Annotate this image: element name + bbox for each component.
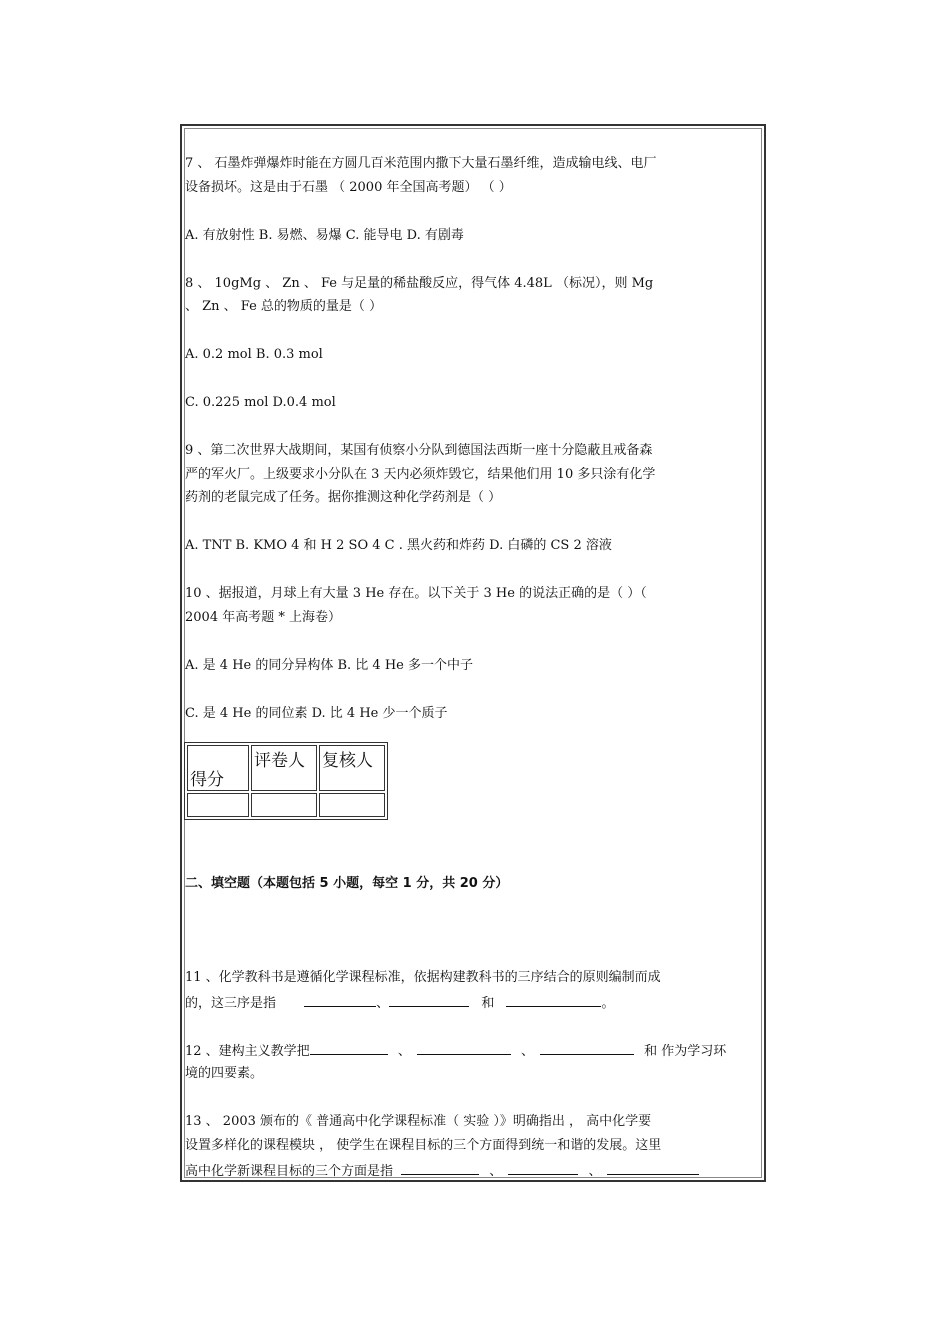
q11-blank-2[interactable] [389, 994, 469, 1007]
q13-blank-1[interactable] [401, 1162, 479, 1175]
q7-line2: 设备损坏。这是由于石墨 （ 2000 年全国高考题） （ ） [185, 180, 512, 195]
q11-sep2: 和 [481, 996, 495, 1011]
q11-line1: 11 、化学教科书是遵循化学课程标准，依据构建教科书的三序结合的原则编制而成 [185, 970, 661, 985]
q13-sep2: 、 [588, 1164, 602, 1179]
q9-line2: 严的军火厂。上级要求小分队在 3 天内必须炸毁它，结果他们用 10 多只涂有化学 [185, 467, 656, 482]
q11-line2 [185, 994, 614, 1012]
q8-line1: 8 、 10gMg 、 Zn 、 Fe 与足量的稀盐酸反应，得气体 4.48L （标况），则 Mg [185, 276, 654, 291]
q13-blank-2[interactable] [508, 1162, 578, 1175]
grader-cell[interactable] [251, 793, 317, 817]
reviewer-header: 复核人 [319, 745, 385, 791]
q9-line3: 药剂的老鼠完成了任务。据你推测这种化学药剂是（ ） [185, 490, 502, 505]
q10-line2: 2004 年高考题 * 上海卷） [185, 610, 341, 625]
q12-text-b: 和 作为学习环 [644, 1044, 727, 1059]
q8-options-1: A. 0.2 mol B. 0.3 mol [185, 347, 323, 362]
score-table [184, 742, 388, 820]
q10-options-2: C. 是 4 He 的同位素 D. 比 4 He 少一个质子 [185, 706, 448, 721]
q10-options-1: A. 是 4 He 的同分异构体 B. 比 4 He 多一个中子 [185, 658, 473, 673]
q12-blank-1[interactable] [310, 1042, 388, 1055]
q9-options: A. TNT B. KMO 4 和 H 2 SO 4 C . 黑火药和炸药 D. 白磷的 CS 2 溶液 [185, 538, 612, 553]
q13-line1: 13 、 2003 颁布的《 普通高中化学课程标准（ 实验 ）》明确指出 ， 高中化学要 [185, 1114, 652, 1129]
q8-line2: 、 Zn 、 Fe 总的物质的量是（ ） [185, 299, 383, 314]
q11-sep1: 、 [376, 996, 390, 1011]
q13-text: 高中化学新课程目标的三个方面是指 [185, 1164, 394, 1179]
q13-line3 [185, 1162, 699, 1180]
q12-blank-3[interactable] [540, 1042, 634, 1055]
q12-line2: 境的四要素。 [185, 1066, 264, 1081]
reviewer-cell[interactable] [319, 793, 385, 817]
score-cell[interactable] [187, 793, 249, 817]
q9-line1: 9 、第二次世界大战期间，某国有侦察小分队到德国法西斯一座十分隐蔽且戒备森 [185, 443, 653, 458]
q13-blank-3[interactable] [607, 1162, 699, 1175]
q7-options: A. 有放射性 B. 易燃、易爆 C. 能导电 D. 有剧毒 [185, 228, 464, 243]
q11-blank-3[interactable] [506, 994, 601, 1007]
q12-sep1: 、 [397, 1044, 411, 1059]
section-heading: 二、填空题（本题包括 5 小题，每空 1 分，共 20 分） [185, 876, 509, 891]
q13-line2: 设置多样化的课程模块 ， 使学生在课程目标的三个方面得到统一和谐的发展。这里 [185, 1138, 662, 1153]
q12-line1 [185, 1042, 726, 1060]
q13-sep1: 、 [489, 1164, 503, 1179]
q10-line1: 10 、据报道，月球上有大量 3 He 存在。以下关于 3 He 的说法正确的是（ ）（ [185, 586, 647, 601]
q12-text-a: 12 、建构主义教学把 [185, 1044, 310, 1059]
q7-line1: 7 、 石墨炸弹爆炸时能在方圆几百米范围内撒下大量石墨纤维，造成输电线、电厂 [185, 156, 657, 171]
q12-blank-2[interactable] [417, 1042, 511, 1055]
q12-sep2: 、 [520, 1044, 534, 1059]
q11-end: 。 [601, 996, 615, 1011]
q11-blank-1[interactable] [304, 994, 376, 1007]
score-header: 得分 [187, 745, 249, 791]
q11-text: 的，这三序是指 [185, 996, 277, 1011]
grader-header: 评卷人 [251, 745, 317, 791]
q8-options-2: C. 0.225 mol D.0.4 mol [185, 395, 336, 410]
